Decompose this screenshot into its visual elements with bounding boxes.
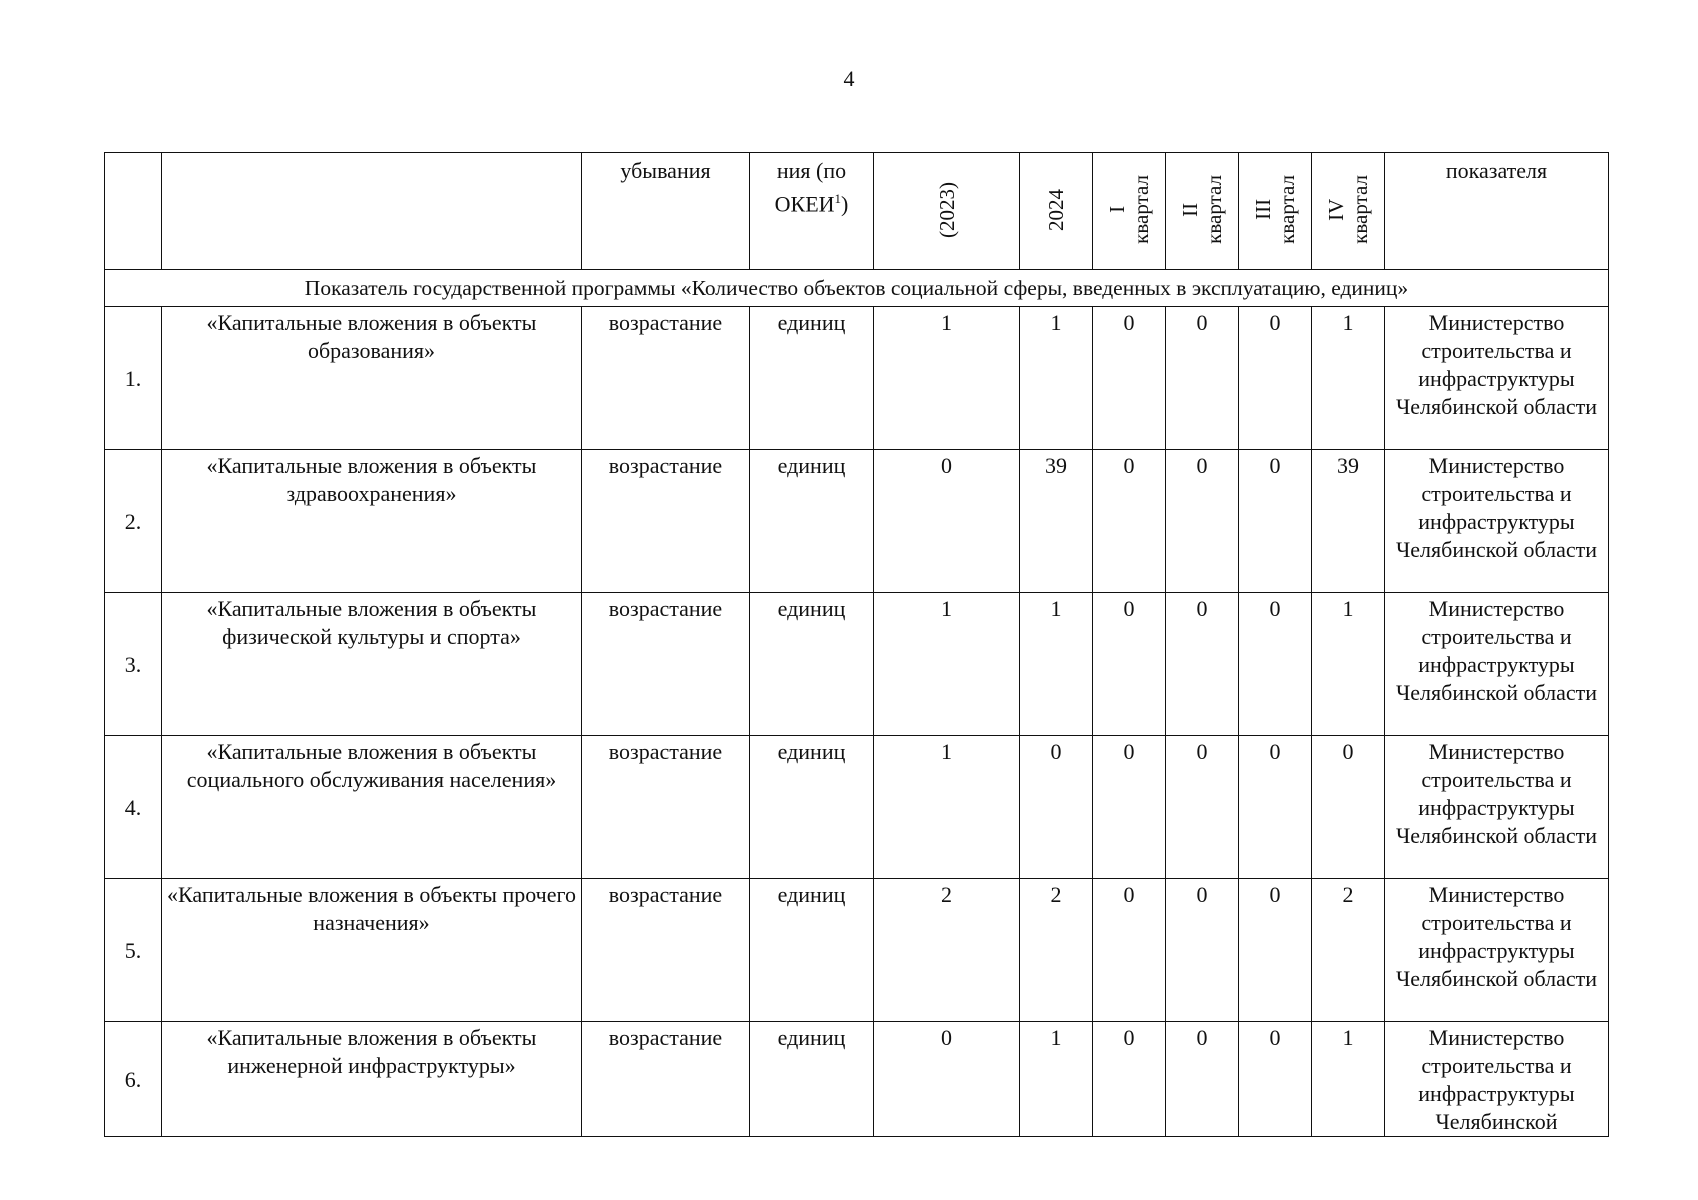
- row-year-value: 1: [1020, 593, 1093, 736]
- header-name-cell: [162, 153, 582, 270]
- row-q3-value: 0: [1239, 1022, 1312, 1137]
- row-year-value: 1: [1020, 307, 1093, 450]
- section-row: [105, 270, 1609, 307]
- row-q1-value: 0: [1093, 736, 1166, 879]
- row-q2-value: 0: [1166, 450, 1239, 593]
- row-q2-value: 0: [1166, 1022, 1239, 1137]
- header-num-cell: [105, 153, 162, 270]
- row-responsible: Министерство строительства и инфраструктуры Челябинской: [1385, 1022, 1609, 1137]
- row-unit: единиц: [750, 1022, 874, 1137]
- row-name: «Капитальные вложения в объекты образования»: [162, 307, 582, 450]
- section-title: Показатель государственной программы «Количество объектов социальной сферы, введенных в эксплуатацию, единиц»: [105, 270, 1609, 307]
- row-q3-value: 0: [1239, 593, 1312, 736]
- table-row: [105, 450, 1609, 593]
- table-header-row: [105, 153, 1609, 270]
- row-name: «Капитальные вложения в объекты прочего назначения»: [162, 879, 582, 1022]
- row-number: 6.: [105, 1022, 162, 1137]
- row-year-value: 1: [1020, 1022, 1093, 1137]
- row-base-value: 1: [874, 307, 1020, 450]
- row-responsible: Министерство строительства и инфраструктуры Челябинской области: [1385, 307, 1609, 450]
- header-unit-footnote: 1: [834, 191, 842, 206]
- row-responsible: Министерство строительства и инфраструктуры Челябинской области: [1385, 736, 1609, 879]
- header-base-label: (2023): [934, 181, 959, 238]
- row-q2-value: 0: [1166, 307, 1239, 450]
- row-responsible: Министерство строительства и инфраструктуры Челябинской области: [1385, 879, 1609, 1022]
- row-unit: единиц: [750, 879, 874, 1022]
- row-number: 5.: [105, 879, 162, 1022]
- header-q4-cell: [1312, 153, 1385, 270]
- header-responsible-label: показателя: [1445, 158, 1548, 183]
- table-body: [105, 307, 1609, 1137]
- header-unit-cell: [750, 153, 874, 270]
- header-q4-label: IV квартал: [1324, 175, 1372, 244]
- row-q4-value: 1: [1312, 307, 1385, 450]
- header-base-cell: [874, 153, 1020, 270]
- row-q2-value: 0: [1166, 879, 1239, 1022]
- table-row: [105, 593, 1609, 736]
- header-q3-cell: [1239, 153, 1312, 270]
- row-number: 3.: [105, 593, 162, 736]
- row-direction: возрастание: [582, 593, 750, 736]
- row-q4-value: 0: [1312, 736, 1385, 879]
- row-name: «Капитальные вложения в объекты инженерной инфраструктуры»: [162, 1022, 582, 1137]
- row-q3-value: 0: [1239, 736, 1312, 879]
- row-q4-value: 1: [1312, 1022, 1385, 1137]
- row-base-value: 1: [874, 736, 1020, 879]
- header-year-cell: [1020, 153, 1093, 270]
- row-q1-value: 0: [1093, 307, 1166, 450]
- row-unit: единиц: [750, 450, 874, 593]
- row-unit: единиц: [750, 593, 874, 736]
- row-q4-value: 1: [1312, 593, 1385, 736]
- table-row: [105, 307, 1609, 450]
- header-q1-cell: [1093, 153, 1166, 270]
- header-year-label: 2024: [1044, 188, 1068, 231]
- row-name: «Капитальные вложения в объекты здравоохранения»: [162, 450, 582, 593]
- row-q1-value: 0: [1093, 879, 1166, 1022]
- header-q2-cell: [1166, 153, 1239, 270]
- row-direction: возрастание: [582, 450, 750, 593]
- header-direction-cell: [582, 153, 750, 270]
- header-unit-label: ния (по ОКЕИ: [774, 158, 847, 217]
- row-q1-value: 0: [1093, 450, 1166, 593]
- page-number: 4: [843, 66, 855, 91]
- row-q1-value: 0: [1093, 1022, 1166, 1137]
- row-base-value: 2: [874, 879, 1020, 1022]
- row-number: 1.: [105, 307, 162, 450]
- indicators-table: [104, 152, 1609, 1137]
- row-responsible: Министерство строительства и инфраструктуры Челябинской области: [1385, 450, 1609, 593]
- header-q1-label: I квартал: [1105, 175, 1153, 244]
- row-q4-value: 2: [1312, 879, 1385, 1022]
- row-direction: возрастание: [582, 736, 750, 879]
- row-direction: возрастание: [582, 307, 750, 450]
- row-year-value: 2: [1020, 879, 1093, 1022]
- header-q2-label: II квартал: [1178, 175, 1226, 244]
- row-q3-value: 0: [1239, 450, 1312, 593]
- row-number: 2.: [105, 450, 162, 593]
- table-row: [105, 1022, 1609, 1137]
- row-direction: возрастание: [582, 1022, 750, 1137]
- row-q4-value: 39: [1312, 450, 1385, 593]
- row-responsible: Министерство строительства и инфраструктуры Челябинской области: [1385, 593, 1609, 736]
- row-direction: возрастание: [582, 879, 750, 1022]
- row-base-value: 0: [874, 1022, 1020, 1137]
- table-row: [105, 879, 1609, 1022]
- header-unit-label-end: ): [841, 191, 849, 217]
- row-q2-value: 0: [1166, 593, 1239, 736]
- row-name: «Капитальные вложения в объекты физической культуры и спорта»: [162, 593, 582, 736]
- row-q3-value: 0: [1239, 307, 1312, 450]
- row-q3-value: 0: [1239, 879, 1312, 1022]
- header-q3-label: III квартал: [1251, 175, 1299, 244]
- row-unit: единиц: [750, 736, 874, 879]
- row-number: 4.: [105, 736, 162, 879]
- row-name: «Капитальные вложения в объекты социального обслуживания населения»: [162, 736, 582, 879]
- row-q2-value: 0: [1166, 736, 1239, 879]
- header-responsible-cell: [1385, 153, 1609, 270]
- row-q1-value: 0: [1093, 593, 1166, 736]
- row-unit: единиц: [750, 307, 874, 450]
- header-direction-label: убывания: [620, 158, 711, 183]
- row-base-value: 0: [874, 450, 1020, 593]
- row-year-value: 0: [1020, 736, 1093, 879]
- row-base-value: 1: [874, 593, 1020, 736]
- table-row: [105, 736, 1609, 879]
- row-year-value: 39: [1020, 450, 1093, 593]
